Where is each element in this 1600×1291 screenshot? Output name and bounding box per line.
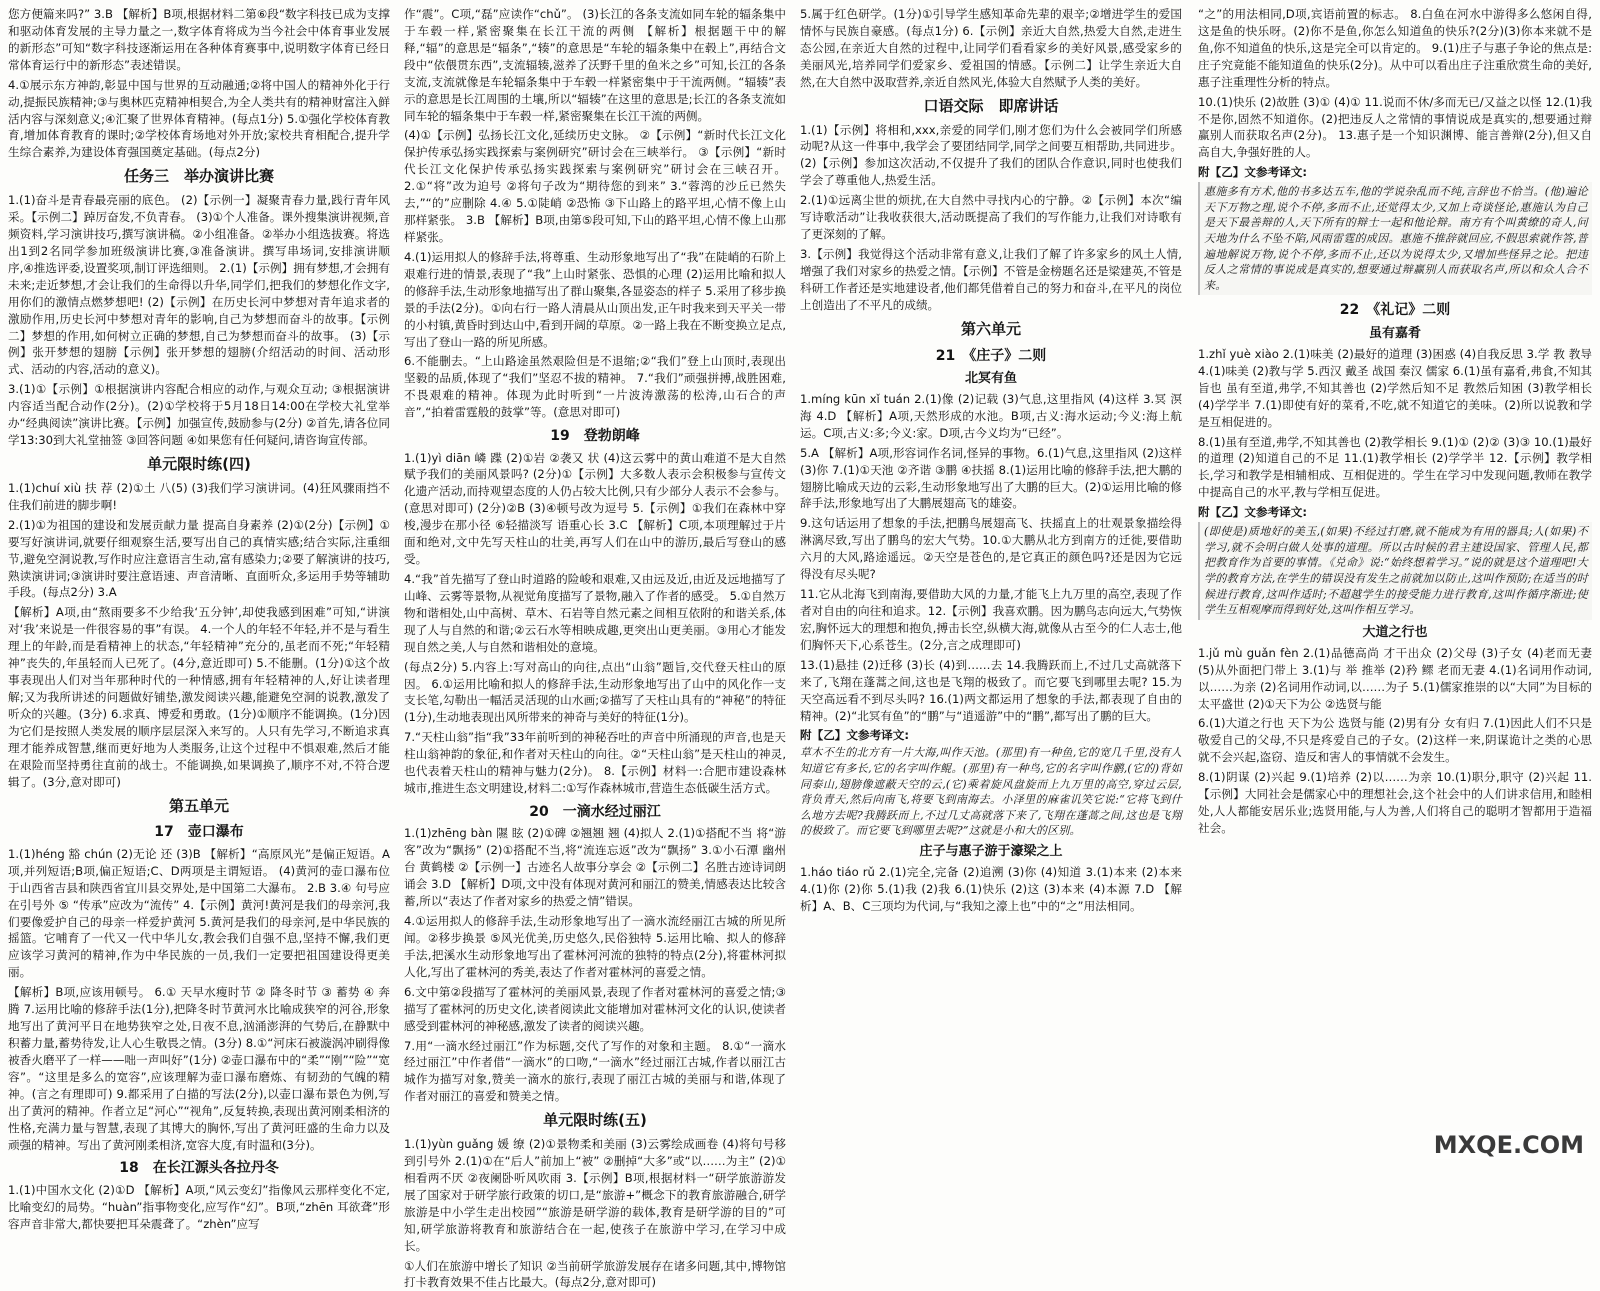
paragraph: 7.用“一滴水经过丽江”作为标题,交代了写作的对象和主题。 8.①“一滴水经过丽江”中作者借“一滴水”的口吻,“一滴水”经过丽江古城,作者以丽江古城作为描写对象,赞美一滴水的旅行,表现了丽江古城的美丽与和谐,体现了作者对丽江的喜爱和赞美之情。 — [404, 1038, 786, 1104]
column-3 — [800, 6, 1182, 1156]
translation-text: 草木不生的北方有一片大海,叫作天池。(那里)有一种鱼,它的宽几千里,没有人知道它有多长,它的名字叫作鲲。(那里)有一种鸟,它的名字叫作鹏,(它的)背如同泰山,翅膀像遮蔽天空的云,(它)乘着旋风盘旋而上九万里的高空,穿过云层,背负青天,然后向南飞,将要飞到南海去。小泽里的麻雀讥笑它说:“它将飞到什么地方去呢?我腾跃而上,不过几丈高就落下来了,飞翔在蓬蒿之间,这也是飞翔的极致了。而它要飞到哪里去呢?”这就是小和大的区别。 — [800, 746, 1182, 838]
paragraph: 1.míng kūn xǐ tuán 2.(1)像 (2)记载 (3)气息,这里指风 (4)这样 3.冥 溟 海 4.D 【解析】A项,天然形成的水池。B项,古义:海水运动;今义:海上航运。C项,古义:多;今义:家。D项,古今义均为“已经”。 — [800, 391, 1182, 440]
unit-heading-5: 第五单元 — [168, 796, 229, 815]
paragraph: 1.(1)中国水文化 (2)①D 【解析】A项,“风云变幻”指像风云那样变化不定,比喻变幻的局势。“huàn”指事物变化,应写作“幻”。B项,“zhēn 耳欲聋”形容声音非常大,都快要把耳朵震聋了。“zhèn”应写 — [8, 1182, 390, 1231]
paragraph: 1.(1)yì diān 嶙 蹀 (2)①岩 ②袭又 状 (4)这云雾中的黄山难道不是大自然赋予我们的美丽风景吗? (2分)①【示例】大多数人表示会积极参与宣传文化遗产活动,而持观望态度的人仍占较大比例,只有少部分人表示不会参与。(意思对即可) (2分)②B (3)④顿号改为逗号 5.【示例】①我们在森林中穿梭,漫步在那小径 ⑥轻描淡写 语重心长 3.C 【解析】C项,本项理解过于片面和绝对,文中先写天柱山的壮美,再写人们在山中的游历,最后写登山的感受。 — [404, 450, 786, 567]
column-4 — [1198, 6, 1592, 1156]
paragraph: 8.(1)阴谋 (2)兴起 9.(1)培养 (2)以……为亲 10.(1)职分,职守 (2)兴起 11.【示例】大同社会是儒家心中的理想社会,这个社会中的人们讲求信用,和睦相处,人人都能安居乐业;选贤用能,与人为善,人们将自己的聪明才智都用于造福社会。 — [1198, 770, 1592, 835]
paragraph: 1.(1)奋斗是青春最亮丽的底色。 (2)【示例一】凝聚青春力量,践行青年风采。【示例二】踔厉奋发,不负青春。 (3)①个人准备。课外搜集演讲视频,音频资料,学习演讲技巧,撰写演讲稿。②小组准备。②举办小组选拔赛。将选出1到2名同学参加班级演讲比赛,③准备演讲。撰写串场词,安排演讲顺序,④推选评委,设置奖项,制订评选细则。 2.(1)【示例】拥有梦想,才会拥有未来;走近梦想,才会让我们的生命得以升华,同学们,把我们的梦想化作文字,用你们的激情点燃梦想吧! (2)【示例】在历史长河中梦想对青年追求者的激励作用,历史长河中梦想对青年的影响,自己为梦想而奋斗的故事。【示例二】梦想的作用,如何树立正确的梦想,自己为梦想而奋斗的故事。 (3)【示例】张开梦想的翅膀【示例】张开梦想的翅膀(介绍活动的时间、活动形式、活动的内容,活动的意义)。 — [8, 193, 390, 377]
translation-heading: 附【乙】文参考译文: — [1198, 165, 1307, 180]
paragraph: (每点2分) 5.内容上:写对高山的向往,点出“山翁”题旨,交代登天柱山的原因。 6.①运用比喻和拟人的修辞手法,生动形象地写出了山中的风化作一支支长笔,勾勒出一幅活灵活现的山水画;②描写了天柱山具有的“神秘”的特征(1分),生动地表现出风所带来的神奇与美好的特征(1分)。 — [404, 659, 787, 725]
translation-text: 惠施多有方术,他的书多达五车,他的学说杂乱而不纯,言辞也不恰当。(他)遍论天下万物之理,说个不停,多而不止,还觉得太少,又加上奇谈怪论,惠施认为自己是天下最善辩的人,天下所有的辩士一起和他论辩。南方有个叫黄缭的奇人,问天地为什么不坠不陷,风雨雷霆的成因。惠施不推辞就回应,不假思索就作答,普遍地解说万物,说个不停,多而不止,还以为说得太少,又增加些怪异之论。把违反人之常情的事说成是真实的,想要通过辩赢别人而获取名声,所以和众人合不来。 — [1198, 182, 1592, 295]
paragraph: 1.jǔ mù guǎn fèn 2.(1)品德高尚 才干出众 (2)父母 (3)子女 (4)老而无妻 (5)从外面把门带上 3.(1)与 举 推举 (2)矜 鳏 老而无妻 4.(1)名词用作动词,以……为亲 (2)名词用作动词,以……为子 5.(1)儒家推崇的以“大同”为目标的太平盛世 (2)①天下为公 ②选贤与能 — [1198, 645, 1592, 711]
lesson-heading-21: 21 《庄子》二则 — [935, 347, 1047, 364]
lesson-heading-19: 19 登勃朗峰 — [550, 428, 640, 445]
lesson-heading-17: 17 壶口瀑布 — [154, 824, 244, 841]
paragraph: 【解析】A项,由“熬雨要多不少给我‘五分钟’,却使我感到困难”可知,“讲演对‘我’来说是一件很容易的事”有误。 4.一个人的年轻不年轻,并不是与看生理上的年龄,而是看精神上的状态,“年轻精神”充分的,虽老而不死;“年轻精神”丧失的,年虽轻而人已死了。(4分,意近即可) 5.不能删。(1分)①这个故事表现出人们对当年那种时代的一种情感,拥有年轻精神的人,好让读者理解;又为我所讲述的问题做好铺垫,激发阅读兴趣,能避免空洞的说教,激发了听众的兴趣。(3分) 6.求真、博爱和勇敢。(1分)①顺序不能调换。(1分)因为它们是按照人类发展的顺序层层深入来写的。人只有先学习,不断追求真理才能养成智慧,继而更好地为人类服务,让这个过程中不惧艰难,然后才能在艰险而坚持勇往直前的战士。不能调换,如果调换了,顺序不对,不符合逻辑了。(3分,意对即可) — [8, 605, 390, 789]
translation-heading: 附【乙】文参考译文: — [1198, 505, 1307, 520]
section-heading-oral-communication: 口语交际 即席讲话 — [923, 96, 1059, 115]
section-heading-task3: 任务三 举办演讲比赛 — [123, 167, 274, 186]
unit-heading-6: 第六单元 — [960, 319, 1021, 338]
paragraph: 4.(1)运用拟人的修辞手法,将尊重、生动形象地写出了“我”在陡峭的石阶上艰难行进的情景,表现了“我”上山时紧张、恐惧的心理 (2)运用比喻和拟人的修辞手法,生动形象地描写出了群山聚集,各显姿态的样子 5.采用了移步换景的手法(2分)。①向右行一路人清晨从山顶出发,正午时我来到天平关一带的小村镇,黄昏时到达山中,看到开阔的草原。②一路上我在不断变换立足点,写出了登山一路的所见所感。 — [404, 249, 786, 349]
paragraph: 1.háo tiáo rǔ 2.(1)完全,完备 (2)追溯 (3)你 (4)知道 3.(1)本来 (2)本来 4.(1)你 (2)你 5.(1)我 (2)我 6.(1)快乐 (2)这 (3)本来 (4)本源 7.D 【解析】A、B、C三项均为代词,与“我知之濠上也”中的“之”用法相同。 — [800, 865, 1182, 913]
subheading-dadao-zhixing: 大道之行也 — [1362, 624, 1428, 640]
paragraph: 6.文中第②段描写了霍林河的美丽风景,表现了作者对霍林河的喜爱之情;③描写了霍林河的历史文化,读者阅读此文能增加对霍林河文化的认识,使读者感受到霍林河的神秘感,激发了读者的阅读兴趣。 — [404, 984, 786, 1033]
paragraph: 作“震”。C项,“磊”应读作“chǔ”。 (3)长江的各条支流如同车轮的辐条集中于车毂一样,紧密聚集在长江干流的两侧 【解析】根据题干中的解释,“辐”的意思是“辐条”,“辏”的意思是“车轮的辐条集中在毂上”,再结合文段中“依偎贯东西”,支流辐辏,滋养了沃野千里的鱼米之乡”可知,长江的各条支流,支流就像是车轮辐条集中于车毂一样紧密集中于干流两侧。“辐辏”表示的意思是长江周围的土壤,所以“辐辏”在这里的意思是;长江的各条支流如同车轮的辐条集中于车毂一样,紧密聚集在长江干流的两侧。 — [404, 7, 786, 123]
paragraph: 1.zhǐ yuè xiào 2.(1)味美 (2)最好的道理 (3)困惑 (4)自我反思 3.学 教 教导 4.(1)味美 (2)教与学 5.西汉 戴圣 战国 秦汉 儒家 6.(1)虽有嘉肴,弗食,不知其旨也 虽有至道,弗学,不知其善也 (2)学然后知不足 教然后知困 (3)教学相长 (4)学学半 7.(1)即使有好的菜肴,不吃,就不知道它的美味。(2)所以说教和学是互相促进的。 — [1198, 346, 1592, 429]
lesson-heading-20: 20 一滴水经过丽江 — [529, 804, 661, 820]
paragraph: 【解析】B项,应该用顿号。 6.① 天早水瘦时节 ② 降冬时节 ③ 蓄势 ④ 奔腾 7.运用比喻的修辞手法(1分),把降冬时节黄河水比喻成狭窄的河谷,形象地写出了黄河平日在地势狭窄之处,日夜不息,汹涌澎湃的气势后,在静默中积蓄力量,蓄势待发,让人心生敬畏之情。(3分) 8.①“河床石被漩涡冲刷得像被香火磨平了一样——咄一声叫好”(1分) ②壶口瀑布中的“柔”“刚”“险”“宽容”。“这里是多么的宽容”,应该理解为壶口瀑布磨炼、有韧劲的气魄的精神。(言之有理即可) 9.都采用了白描的写法(2分),以壶口瀑布景色为例,写出了黄河的精神。作者立足“河心”“视角”,反复转换,表现出黄河刚柔相济的性格,充满力量与智慧,表现了其博大的胸怀,写出了黄河旺盛的生命力以及顽强的精神。写出了黄河刚柔相济,宽容大度,有时温和(3分)。 — [8, 985, 390, 1152]
paragraph: 3.【示例】我觉得这个活动非常有意义,让我们了解了许多家乡的风土人情,增强了我们对家乡的热爱之情。【示例】不管是金榜题名还是梁建英,不管是科研工作者还是实地建设者,他们都凭借着自己的努力和奋斗,在平凡的岗位上创造出了不平凡的成绩。 — [800, 246, 1182, 312]
column-2 — [404, 6, 787, 1290]
paragraph: 1.(1)yùn guǎng 媛 缭 (2)①景物柔和美丽 (3)云雾绘成画卷 (4)将句号移到引号外 2.(1)①在“后人”前加上“被” ②删掉“大多”或“以……为主” (2)①相看两不厌 ②夜阑卧听风吹雨 3.【示例】B项,根据材料一“研学旅游游发展了国家对于研学旅行政策的切口,是“旅游+”概念下的教育旅游融合,研学旅游是中小学生走出校园”“旅游是研学游的载体,教育是研学游的目的”可知,研学旅游将教育和旅游结合在一起,使孩子在旅游中学习,在学习中成长。 — [404, 1137, 786, 1253]
paragraph: 1.(1)zhēng bàn 隰 眩 (2)①碑 ②翘翘 翘 (4)拟人 2.(1)①搭配不当 将“游客”改为“飘扬” (2)①搭配不当,将“流连忘返”改为“飘扬” 3.①小石潭 幽州台 黄鹤楼 ②【示例一】古迹名人故事分享会 ②【示例二】名胜古迹诗词朗诵会 3.D 【解析】D项,文中没有体现对黄河和丽江的赞美,情感表达比较含蓄,所以“表达了作者对家乡的热爱之情”错误。 — [404, 826, 786, 909]
lesson-heading-22: 22 《礼记》二则 — [1339, 302, 1451, 319]
paragraph: 5.属于红色研学。(1分)①引导学生感知革命先辈的艰辛;②增进学生的爱国情怀与民族自豪感。(每点1分) 6.【示例】亲近大自然,热爱大自然,走进生态公园,在亲近大自然的过程中,让同学们看看家乡的美好风景,感受家乡的美丽风光,培养同学们爱家乡、爱祖国的情感。【示例二】让学生亲近大自然,在大自然中汲取营养,亲近自然风光,体验大自然赋予人类的美好。 — [800, 7, 1182, 89]
paragraph: ①人们在旅游中增长了知识 ②当前研学旅游发展存在诸多问题,其中,博物馆打卡教育效果不佳占比最大。(每点2分,意对即可) — [404, 1258, 786, 1290]
paragraph: 2.(1)①远离尘世的烦扰,在大自然中寻找内心的宁静。②【示例】本次“编写诗歌活动”让我收获很大,活动既提高了我们的写作能力,让我们对诗歌有了更深刻的了解。 — [800, 193, 1182, 242]
paragraph: 7.“天柱山翁”指“我”33年前听到的神秘吞吐的声音中所涌现的声音,也是天柱山翁神韵的象征,和作者对天柱山的向往。②“天柱山翁”是天柱山的神灵,也代表着天柱山的精神与魅力(2分)。 8.【示例】材料一:合肥市建设森林城市,推进生态文明建设,材料二:①写作森林城市,营造生态低碳生活方式。 — [404, 730, 786, 796]
paragraph: 11.它从北海飞到南海,要借助大风的力量,才能飞上九万里的高空,表现了作者对自由的向往和追求。12.【示例】我喜欢鹏。因为鹏鸟志向远大,气势恢宏,胸怀远大的理想和抱负,搏击长空,纵横大海,就像从古至今的仁人志士,他们胸怀天下,心系苍生。(2分,言之成理即可) — [800, 587, 1182, 652]
paragraph: “之”的用法相同,D项,宾语前置的标志。 8.白鱼在河水中游得多么悠闲自得,这是鱼的快乐呀。(2)你不是鱼,你怎么知道鱼的快乐?(2分)(3)你本来就不是鱼,你不知道鱼的快乐,这是完全可以肯定的。 9.(1)庄子与惠子争论的焦点是:庄子究竟能不能知道鱼的快乐(2分)。从中可以看出庄子注重欣赏生命的美好,惠子注重理性分析的特点。 — [1198, 7, 1592, 89]
column-1 — [8, 6, 390, 1231]
paragraph: 5.A 【解析】A项,形容词作名词,怪异的事物。6.(1)气息,这里指风 (2)这样 (3)你 7.(1)①天池 ②齐谐 ③鹏 ④扶摇 8.(1)运用比喻的修辞手法,把大鹏的翅膀比喻成天边的云彩,生动形象地写出了大鹏的巨大。(2)①运用比喻的修辞手法,形象地写出了大鹏展翅高飞的雄姿。 — [800, 445, 1182, 511]
paragraph: (4)①【示例】弘扬长江文化,延续历史文脉。 ②【示例】“新时代长江文化保护传承弘扬实践探索与案例研究”研讨会在三峡举行。 ③【示例】“新时代长江文化保护传承弘扬实践探索与案例研究”研讨会在三峡召开。 2.①“将”改为迫号 ②将句子改为“期待您的到来” 3.“蓉湾的沙丘已然失去,”“的”应删除 4.④ 5.①陡峭 ②恐怖 ③下山路上的路平坦,心情不像上山那样紧张。 3.B 【解析】B项,由第⑤段可知,下山的路平坦,心情不像上山那样紧张。 — [404, 128, 786, 244]
subheading-suiyou-jiayao: 虽有嘉肴 — [1368, 325, 1421, 341]
section-heading-unit-practice-5: 单元限时练(五) — [543, 1111, 647, 1130]
paragraph: 1.(1)héng 豁 chún (2)无论 还 (3)B 【解析】“高原风光”是偏正短语。A项,并列短语;B项,偏正短语;C、D两项是主谓短语。 (4)黄河的壶口瀑布位于山西省吉县和陕西省宜川县交界处,是中国第二大瀑布。 2.B 3.④ 句号应在引号外 ⑤ “传承”应改为“流传” 4.【示例】黄河!黄河是我们的母亲河,我们要像爱护自己的母亲一样爱护黄河 5.黄河是我们的母亲河,是中华民族的摇篮。它哺育了一代又一代中华儿女,教会我们自强不息,坚持不懈,我们更应该学习黄河的精神,作为中华民族的一员,我们一定要把祖国建设得更美丽。 — [8, 846, 390, 980]
translation-heading: 附【乙】文参考译文: — [800, 728, 909, 743]
paragraph: 3.(1)①【示例】①根据演讲内容配合相应的动作,与观众互动; ③根据演讲内容适当配合动作(2分)。(2)①学校将于5月18日14:00在学校大礼堂举办“经典阅读”演讲比赛。【示例】加强宣传,鼓励参与(2分) ②首先,请各位同学13:30到大礼堂抽签 ③回答问题 ④如果您有任何疑问,请咨询宣传部。 — [8, 382, 390, 448]
paragraph: 6.不能删去。“上山路途虽然艰险但是不退缩;②“我们”登上山顶时,表现出坚毅的品质,体现了“我们”坚忍不拔的精神。 7.“我们”顽强拼搏,战胜困难,不畏艰难的精神。体现为此时听到“一片波涛激荡的松涛,山石合的声音”,“拍着雷霆般的鼓掌”等。(意思对即可) — [404, 354, 786, 420]
paragraph: 1.(1)chuí xiù 扶 荐 (2)①土 八(5) (3)我们学习演讲词。(4)狂风骤雨挡不住我们前进的脚步啊! — [8, 480, 390, 512]
paragraph: 10.(1)快乐 (2)故胜 (3)① (4)① 11.说而不休/多而无已/又益之以怪 12.(1)我不是你,固然不知道你。(2)把违反人之常情的事情说成是真实的,想要通过辩赢别人而获取名声(2分)。 13.惠子是一个知识渊博、能言善辩(2分),但又自高自大,争强好胜的人。 — [1198, 94, 1592, 160]
subheading-zhuangzi-huizi: 庄子与惠子游于濠梁之上 — [919, 844, 1063, 860]
paragraph: 1.(1)【示例】将相和,xxx,亲爱的同学们,刚才您们为什么会被同学们所感动呢?从这一件事中,我学会了要团结同学,同学之间要互相帮助,共同进步。(2)【示例】参加这次活动,不仅提升了我们的团队合作意识,同时也使我们学会了尊重他人,热爱生活。 — [800, 122, 1182, 188]
paragraph: 6.(1)大道之行也 天下为公 选贤与能 (2)男有分 女有归 7.(1)因此人们不只是敬爱自己的父母,不只是疼爱自己的子女。(2)这样一来,阴谋诡计之类的心思就不会兴起,盗窃、造反和害人的事情就不会发生。 — [1198, 716, 1592, 765]
watermark: MXQE.COM — [1430, 1131, 1588, 1159]
paragraph: 8.(1)虽有至道,弗学,不知其善也 (2)教学相长 9.(1)① (2)② (3)③ 10.(1)最好的道理 (2)知道自己的不足 11.(1)教学相长 (2)学学半 12.【示例】教学相长,学习和教学是相辅相成、互相促进的。学生在学习中发现问题,教师在教学中提高自己的水平,教与学相互促进。 — [1198, 434, 1592, 500]
paragraph: 2.(1)①为祖国的建设和发展贡献力量 提高自身素养 (2)①(2分)【示例】①要写好演讲词,就要仔细观察生活,要写出自己的真情实感;结合实际,注重细节,避免空洞说教,写作时应注意语言生动,富有感染力;②要了解演讲的技巧,熟读演讲词;③演讲时要注意语速、声音清晰、直面听众,多运用手势等辅助手段。(每点2分) 3.A — [8, 517, 390, 600]
section-heading-unit-practice-4: 单元限时练(四) — [147, 455, 251, 474]
paragraph: 4.①展示东方神韵,彰显中国与世界的互动融通;②将中国人的精神外化于行动,提振民族精神;③与奥林匹克精神相契合,为全人类共有的精神财富注入鲜活内容与深刻意义;④汇聚了世界体育精神。(每点1分) 5.①强化学校体育教育,增加体育教育的课时;②学校体育场地对外开放;家校共育相配合,提升学生综合素养,为建设体育强国奠定基础。(每点2分) — [8, 77, 390, 160]
paragraph: 您方便篇来吗?” 3.B 【解析】B项,根据材料二第⑥段“数字科技已成为支撑和驱动体育发展的主导力量之一,数字体育将成为当今社会中体育事业发展的新形态”可知“数字科技逐渐运用在各种体育赛事中,说明数字体育已经日常体育运行中的新形态”表述错误。 — [8, 7, 390, 72]
paragraph: 4.①运用拟人的修辞手法,生动形象地写出了一滴水流经丽江古城的所见所闻。②移步换景 ⑤风光优美,历史悠久,民俗独特 5.运用比喻、拟人的修辞手法,把溪水生动形象地写出了霍林河河流的独特的特点(2分),将霍林河拟人化,写出了霍林河的秀美,表达了作者对霍林河的喜爱之情。 — [404, 914, 786, 979]
translation-text: (即使是)质地好的美玉,(如果)不经过打磨,就不能成为有用的器具;人(如果)不学习,就不会明白做人处事的道理。所以古时候的君主建设国家、管理人民,都把教育作为首要的事情。《兑命》说:“始终想着学习。”说的就是这个道理吧!大学的教育方法,在学生的错误没有发生之前就加以防止,这叫作预防;在适当的时候进行教育,这叫作适时;不超越学生的接受能力进行教育,这叫作循序渐进;使学生互相观摩而得到好处,这叫作相互学习。 — [1198, 522, 1592, 620]
subheading-beiming-youyu: 北冥有鱼 — [964, 370, 1017, 386]
paragraph: 9.这句话运用了想象的手法,把鹏鸟展翅高飞、扶摇直上的壮观景象描绘得淋漓尽致,写出了鹏鸟的宏大气势。10.①大鹏从北方到南方的迁徙,要借助六月的大风,路途遥远。②天空是苍色的,是它真正的颜色吗?还是因为它远得没有尽头呢? — [800, 516, 1182, 582]
paragraph: 4.“我”首先描写了登山时道路的险峻和艰难,又由远及近,由近及远地描写了山峰、云雾等景物,从视觉角度描写了景物,融入了作者的感受。 5.①自然万物和谐相处,山中高树、草木、石岩等自然元素之间相互依附的和谐关系,体现了人与自然的和谐;②云石水等相映成趣,更突出山更美丽。③用心才能发现自然之美,人与自然和谐相处的意境。 — [404, 572, 786, 654]
lesson-heading-18: 18 在长江源头各拉丹冬 — [119, 1160, 279, 1177]
paragraph: 13.(1)悬挂 (2)迁移 (3)长 (4)到……去 14.我腾跃而上,不过几丈高就落下来了,飞翔在蓬蒿之间,这也是飞翔的极致了。而它要飞到哪里去呢? 15.为天空高远看不到尽头吗? 16.(1)两文都运用了想象的手法,都表现了自由的精神。(2)“北冥有鱼”的“鹏”与“逍遥游”中的“鹏”,都写出了鹏的巨大。 — [800, 657, 1182, 723]
